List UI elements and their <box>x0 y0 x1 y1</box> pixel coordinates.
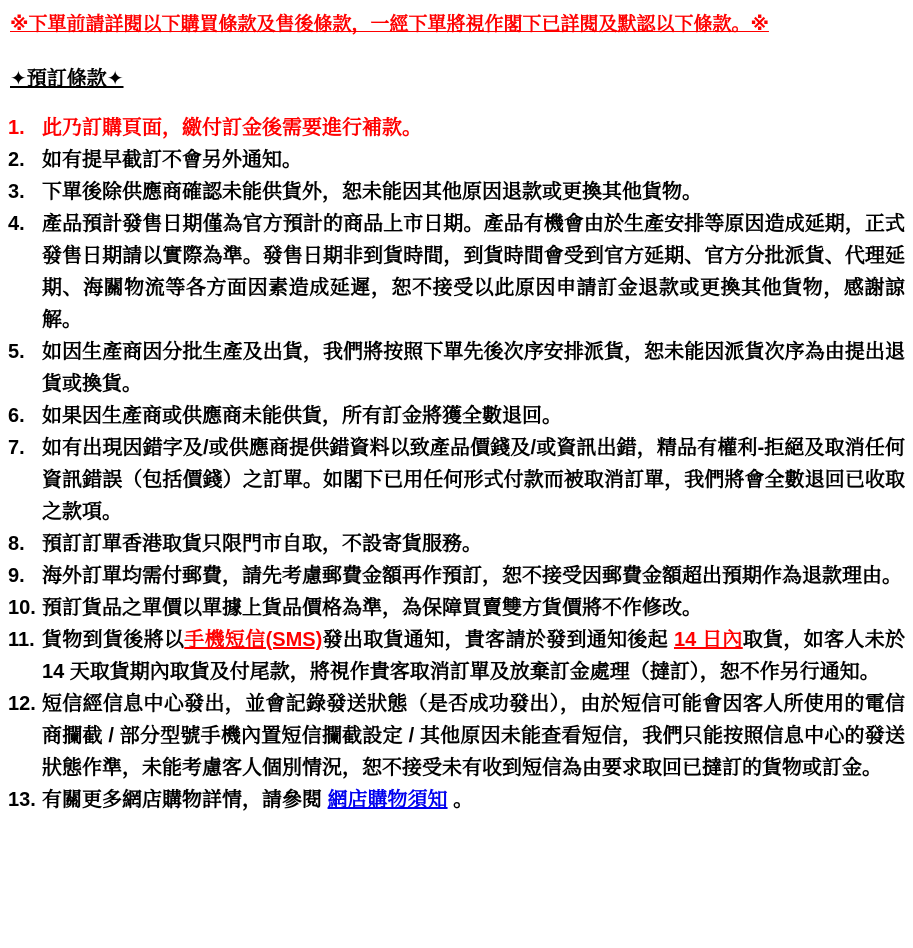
term-number: 6. <box>8 405 25 427</box>
term-item-8 <box>8 528 905 560</box>
shop-notice-link[interactable]: 網店購物須知 <box>327 789 448 811</box>
term-text-segment: 取貨，如客人未於 14 天取貨期內取貨及付尾款，將視作貴客取消訂單及放棄訂金處理（撻訂），恕不作另行通知。 <box>42 629 906 683</box>
term-text <box>42 400 905 432</box>
term-text-segment: 短信經信息中心發出，並會記錄發送狀態（是否成功發出），由於短信可能會因客人所使用的電信商攔截 / 部分型號手機內置短信攔截設定 / 其他原因未能查看短信，我們只能按照信息中心的發送狀態作準，未能考慮客人個別情況，恕不接受未有收到短信為由要求取回已撻訂的貨物或訂金。 <box>42 693 905 779</box>
term-text-segment: 如有提早截訂不會另外通知。 <box>42 149 302 171</box>
term-number: 12. <box>8 693 36 715</box>
term-text-segment: 此乃訂購頁面，繳付訂金後需要進行補款。 <box>42 117 422 139</box>
term-number: 9. <box>8 565 25 587</box>
term-text <box>42 688 905 784</box>
term-text <box>42 112 905 144</box>
term-item-4 <box>8 208 905 336</box>
term-item-12 <box>8 688 905 784</box>
term-text-segment: 。 <box>447 789 474 811</box>
term-text-segment: 海外訂單均需付郵費，請先考慮郵費金額再作預訂，恕不接受因郵費金額超出預期作為退款理由。 <box>42 565 902 587</box>
term-item-9 <box>8 560 905 592</box>
term-item-6 <box>8 400 905 432</box>
term-text <box>42 560 905 592</box>
term-number: 7. <box>8 437 25 459</box>
term-text <box>42 784 905 816</box>
term-text-segment: 預訂訂單香港取貨只限門市自取，不設寄貨服務。 <box>42 533 482 555</box>
term-text-segment: 發出取貨通知，貴客請於發到通知後起 <box>322 629 674 651</box>
term-number: 1. <box>8 117 25 139</box>
term-text <box>42 592 905 624</box>
term-text-highlight: 手機短信(SMS) <box>184 629 323 651</box>
term-text-segment: 如因生產商因分批生產及出貨，我們將按照下單先後次序安排派貨，恕未能因派貨次序為由提出退貨或換貨。 <box>42 341 905 395</box>
terms-list <box>8 112 905 816</box>
term-text <box>42 176 905 208</box>
term-text <box>42 144 905 176</box>
page-title: ※下單前請詳閱以下購買條款及售後條款，一經下單將視作閣下已詳閱及默認以下條款。※ <box>10 14 769 35</box>
section-header-preorder-terms: ✦預訂條款✦ <box>10 68 124 90</box>
term-text-segment: 如有出現因錯字及/或供應商提供錯資料以致產品價錢及/或資訊出錯，精品有權利-拒絕及取消任何資訊錯誤（包括價錢）之訂單。如閣下已用任何形式付款而被取消訂單，我們將會全數退回已收取之款項。 <box>42 437 905 523</box>
term-text-segment: 產品預計發售日期僅為官方預計的商品上市日期。產品有機會由於生產安排等原因造成延期，正式發售日期請以實際為準。發售日期非到貨時間，到貨時間會受到官方延期、官方分批派貨、代理延期、海關物流等各方面因素造成延遲，恕不接受以此原因申請訂金退款或更換其他貨物，感謝諒解。 <box>42 213 905 331</box>
term-text-segment: 貨物到貨後將以 <box>42 629 185 651</box>
term-text <box>42 528 905 560</box>
term-number: 13. <box>8 789 36 811</box>
term-item-1 <box>8 112 905 144</box>
term-number: 11. <box>8 629 35 651</box>
term-number: 4. <box>8 213 25 235</box>
term-text-segment: 有關更多網店購物詳情，請參閱 <box>42 789 328 811</box>
term-text <box>42 432 905 528</box>
term-text <box>42 336 905 400</box>
term-text-segment: 下單後除供應商確認未能供貨外，恕未能因其他原因退款或更換其他貨物。 <box>42 181 702 203</box>
term-item-3 <box>8 176 905 208</box>
term-item-13 <box>8 784 905 816</box>
term-text <box>42 624 905 688</box>
term-item-5 <box>8 336 905 400</box>
term-text-segment: 如果因生產商或供應商未能供貨，所有訂金將獲全數退回。 <box>42 405 562 427</box>
term-item-7 <box>8 432 905 528</box>
term-item-10 <box>8 592 905 624</box>
term-number: 2. <box>8 149 25 171</box>
term-item-11 <box>8 624 905 688</box>
term-text-highlight: 14 日內 <box>673 629 743 651</box>
term-number: 8. <box>8 533 25 555</box>
term-item-2 <box>8 144 905 176</box>
term-text <box>42 208 905 336</box>
term-number: 10. <box>8 597 36 619</box>
term-number: 3. <box>8 181 25 203</box>
term-number: 5. <box>8 341 25 363</box>
term-text-segment: 預訂貨品之單價以單據上貨品價格為準，為保障買賣雙方貨價將不作修改。 <box>42 597 702 619</box>
